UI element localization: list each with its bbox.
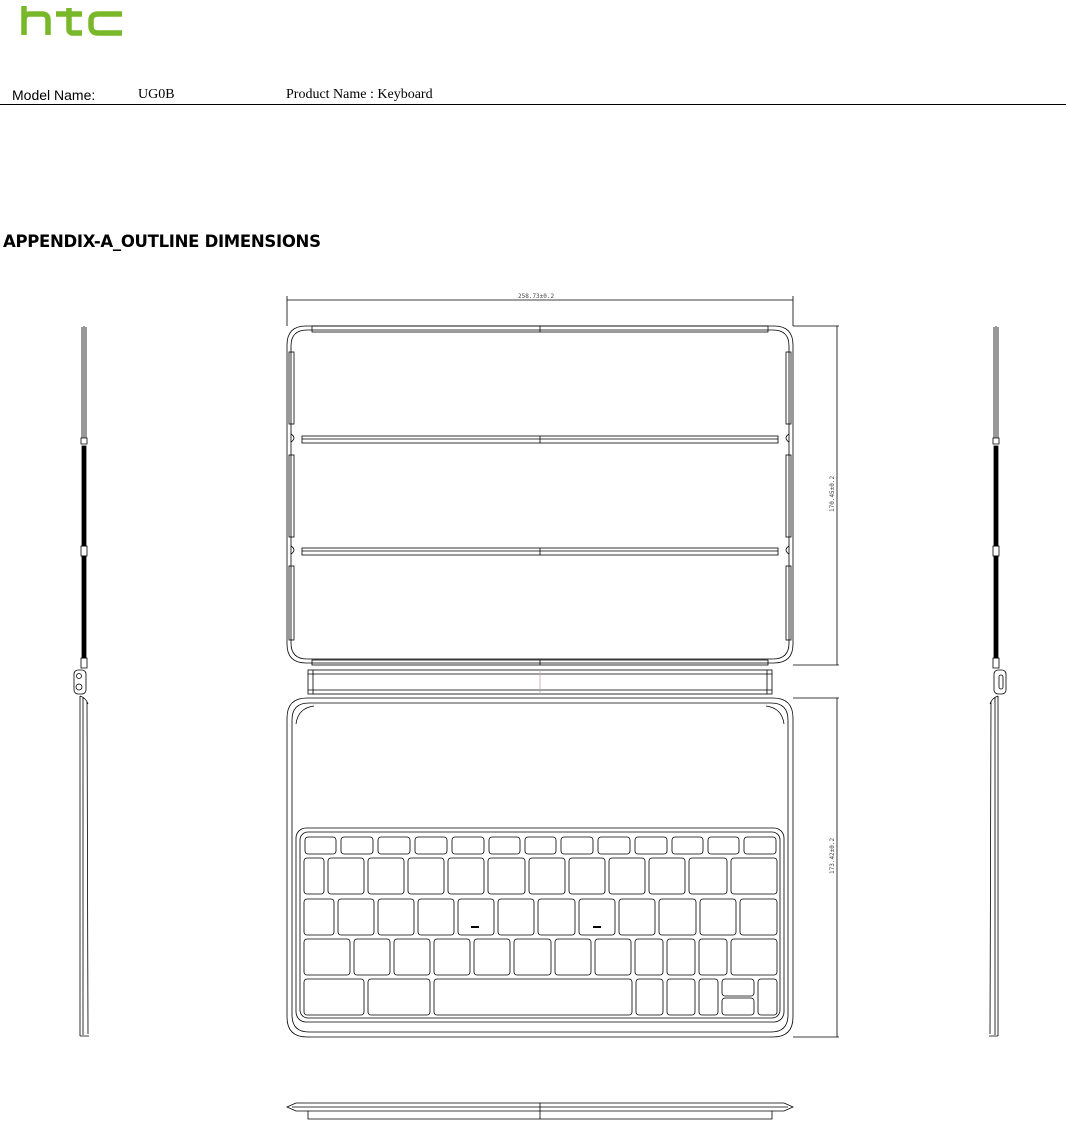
header-divider <box>0 104 1066 105</box>
header-row <box>0 86 1066 106</box>
keyboard-height-dimension-label: 173.42±0.2 <box>829 837 836 874</box>
left-side-profile <box>74 326 89 1036</box>
svg-text:.: . <box>13 47 14 51</box>
hinge-strip <box>308 670 772 694</box>
keyboard-top-view <box>287 698 793 1037</box>
htc-logo <box>10 0 140 52</box>
product-name-label: Product Name : Keyboard <box>286 87 433 102</box>
model-name-value: UG0B <box>138 87 175 102</box>
cover-height-dimension-label: 170.45±0.2 <box>829 475 836 512</box>
front-profile <box>287 1103 793 1119</box>
model-name-label: Model Name: <box>12 87 96 103</box>
cover-top-view <box>287 326 793 665</box>
width-dimension <box>287 296 793 326</box>
right-side-profile <box>989 326 1006 1036</box>
outline-dimensions-drawing <box>0 290 1066 1121</box>
width-dimension-label: 258.73±0.2 <box>518 293 555 300</box>
section-title: APPENDIX-A_OUTLINE DIMENSIONS <box>3 232 321 251</box>
